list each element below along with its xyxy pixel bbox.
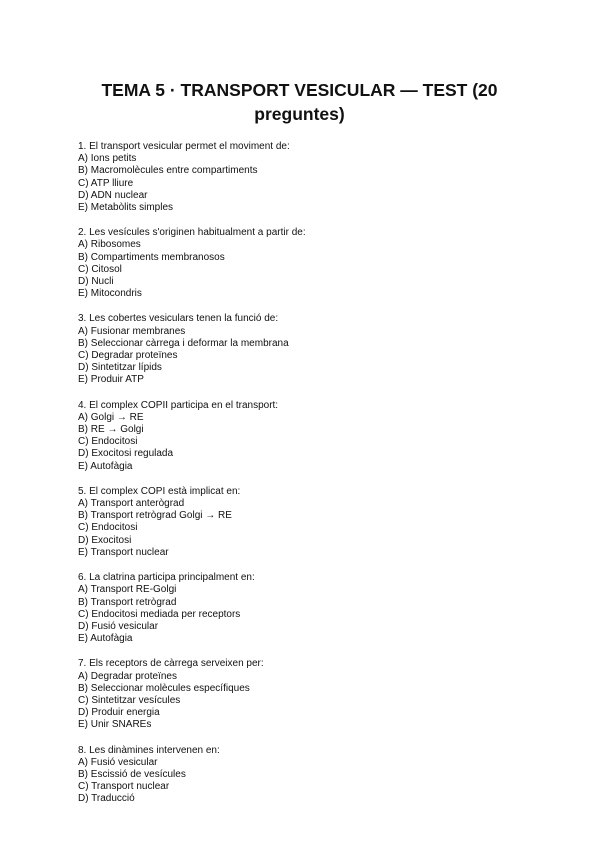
question-7: [78, 658, 538, 731]
question-text: 6. La clatrina participa principalment en:: [78, 572, 255, 584]
option-c: C) Sintetitzar vesícules: [78, 694, 181, 706]
option-e: E) Unir SNAREs: [78, 719, 152, 731]
page-title: TEMA 5 · TRANSPORT VESICULAR — TEST (20 preguntes): [101, 80, 498, 124]
option-d: D) Produir energia: [78, 707, 160, 719]
option-b: B) Transport retrògrad: [78, 596, 177, 608]
question-text: 1. El transport vesicular permet el moviment de:: [78, 141, 290, 152]
option-a: A) Ions petits: [78, 153, 137, 165]
option-a: A) Ribosomes: [78, 239, 141, 251]
question-3: [78, 313, 538, 386]
option-e: E) Transport nuclear: [78, 546, 169, 558]
question-text: 3. Les cobertes vesiculars tenen la funció de:: [78, 313, 279, 325]
question-text: 7. Els receptors de càrrega serveixen per:: [78, 658, 264, 670]
option-d: D) Fusió vesicular: [78, 620, 159, 632]
option-e: E) Autofàgia: [78, 460, 133, 472]
option-e: E) Metabòlits simples: [78, 202, 174, 214]
question-text: 4. El complex COPII participa en el transport:: [78, 399, 279, 411]
question-8: [78, 745, 538, 806]
option-a: A) Fusió vesicular: [78, 756, 158, 768]
option-a: A) Degradar proteïnes: [78, 670, 177, 682]
question-text: 8. Les dinàmines intervenen en:: [78, 744, 220, 756]
option-a: A) Fusionar membranes: [78, 325, 186, 337]
question-list: [78, 141, 538, 819]
question-1: [78, 141, 538, 214]
option-d: D) Nucli: [78, 276, 114, 288]
option-b: B) Seleccionar càrrega i deformar la membrana: [78, 337, 289, 349]
option-d: D) Traducció: [78, 793, 135, 805]
question-text: 2. Les vesícules s'originen habitualment a partir de:: [78, 227, 306, 239]
option-a: A) Golgi → RE: [78, 411, 144, 423]
question-text: 5. El complex COPI està implicat en:: [78, 485, 241, 497]
question-6: [78, 572, 538, 645]
question-4: [78, 400, 538, 473]
option-c: C) Endocitosi: [78, 436, 138, 448]
option-b: B) RE → Golgi: [78, 424, 144, 436]
option-b: B) Compartiments membranosos: [78, 251, 225, 263]
option-b: B) Seleccionar molècules específiques: [78, 682, 250, 694]
question-2: [78, 227, 538, 300]
option-d: D) Exocitosi: [78, 534, 132, 546]
option-d: D) Sintetitzar lípids: [78, 362, 162, 374]
option-d: D) Exocitosi regulada: [78, 448, 174, 460]
option-b: B) Macromolècules entre compartiments: [78, 165, 258, 177]
option-c: C) Endocitosi: [78, 522, 138, 534]
option-b: B) Transport retrògrad Golgi → RE: [78, 510, 232, 522]
option-c: C) ATP lliure: [78, 177, 134, 189]
option-a: A) Transport anterògrad: [78, 498, 185, 510]
option-e: E) Produir ATP: [78, 374, 144, 386]
option-c: C) Endocitosi mediada per receptors: [78, 608, 241, 620]
option-c: C) Citosol: [78, 263, 122, 275]
question-5: [78, 486, 538, 559]
option-c: C) Transport nuclear: [78, 781, 170, 793]
option-d: D) ADN nuclear: [78, 189, 148, 201]
option-c: C) Degradar proteïnes: [78, 350, 178, 362]
option-e: E) Autofàgia: [78, 633, 133, 645]
option-b: B) Escissió de vesícules: [78, 768, 186, 780]
option-e: E) Mitocondris: [78, 288, 142, 300]
option-a: A) Transport RE-Golgi: [78, 584, 177, 596]
